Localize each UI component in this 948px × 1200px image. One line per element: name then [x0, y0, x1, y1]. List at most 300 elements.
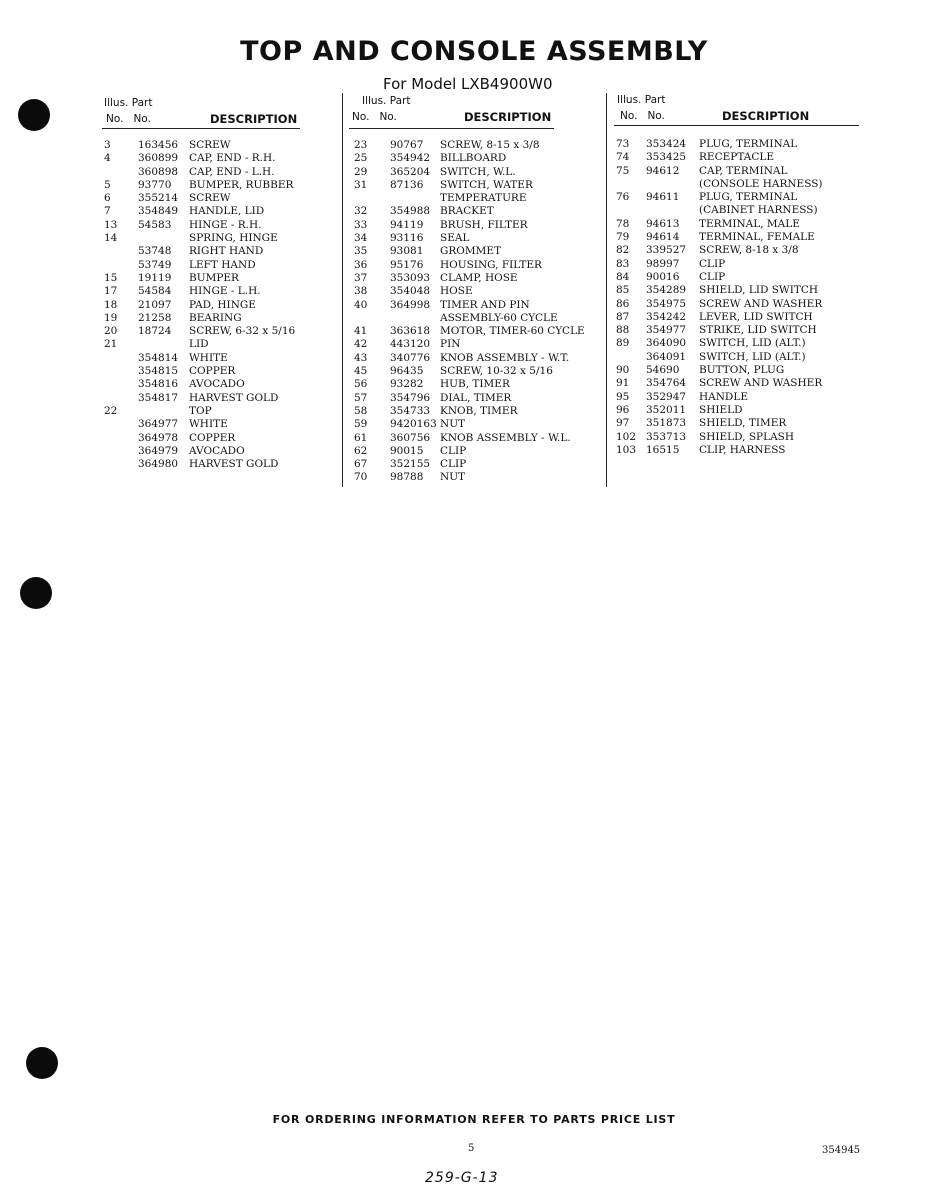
part-row	[616, 204, 866, 217]
part-description: COPPER	[189, 431, 236, 444]
part-number: 353093	[390, 271, 431, 284]
header-description-1: DESCRIPTION	[210, 112, 298, 126]
part-number: 354242	[646, 310, 687, 323]
part-number: 9420163	[390, 418, 437, 431]
part-row	[616, 244, 866, 257]
part-number: 94612	[646, 164, 680, 177]
part-row	[616, 271, 866, 284]
part-row	[104, 259, 339, 272]
part-description: LID	[189, 338, 209, 351]
part-row	[104, 139, 339, 152]
part-row	[104, 458, 339, 471]
illus-number: 17	[104, 285, 118, 298]
part-number: 354816	[138, 378, 179, 391]
illus-number: 41	[354, 325, 368, 338]
part-number: 353425	[646, 151, 687, 164]
part-row	[354, 166, 604, 179]
illus-number: 31	[354, 178, 368, 191]
part-description: TERMINAL, FEMALE	[699, 231, 815, 244]
part-description: CAP, END - L.H.	[189, 165, 275, 178]
part-description: PLUG, TERMINAL	[699, 138, 798, 150]
part-description: WHITE	[189, 418, 228, 431]
part-row	[104, 432, 339, 445]
column-divider-1	[342, 93, 343, 487]
part-description: LEFT HAND	[189, 258, 256, 271]
part-number: 163456	[138, 139, 179, 151]
part-description: PAD, HINGE	[189, 298, 256, 311]
illus-number: 5	[104, 178, 111, 191]
part-row	[354, 272, 604, 285]
part-number: 21097	[138, 298, 172, 311]
header-description-3: DESCRIPTION	[722, 109, 810, 123]
part-row	[104, 245, 339, 258]
part-description: SWITCH, W.L.	[440, 165, 516, 178]
part-row	[354, 312, 604, 325]
part-row	[616, 444, 866, 457]
part-description: TEMPERATURE	[440, 192, 527, 205]
part-description: SHIELD, SPLASH	[699, 430, 795, 443]
part-number: 364090	[646, 337, 687, 350]
part-number: 355214	[138, 192, 179, 205]
parts-column-2	[354, 139, 604, 485]
part-description: SWITCH, LID (ALT.)	[699, 337, 806, 350]
illus-number: 45	[354, 365, 368, 378]
part-description: TOP	[189, 404, 212, 417]
illus-number: 78	[616, 217, 630, 230]
part-row	[616, 337, 866, 350]
part-row	[104, 205, 339, 218]
part-row	[616, 404, 866, 417]
illus-number: 79	[616, 231, 630, 244]
part-number: 353713	[646, 430, 687, 443]
illus-number: 74	[616, 151, 630, 164]
part-number: 90015	[390, 444, 424, 457]
part-row	[104, 192, 339, 205]
part-description: BRUSH, FILTER	[440, 218, 528, 231]
illus-number: 22	[104, 404, 118, 417]
part-row	[104, 152, 339, 165]
part-row	[616, 364, 866, 377]
part-description: BRACKET	[440, 205, 494, 218]
part-row	[354, 245, 604, 258]
part-number: 94613	[646, 217, 680, 230]
part-number: 93282	[390, 378, 424, 391]
part-number: 354849	[138, 205, 179, 218]
part-description: HINGE - L.H.	[189, 285, 261, 298]
illus-number: 34	[354, 232, 368, 245]
part-description: SEAL	[440, 232, 470, 245]
part-row	[104, 285, 339, 298]
part-description: SCREW AND WASHER	[699, 377, 823, 390]
parts-column-1	[104, 139, 339, 471]
part-number: 354733	[390, 404, 431, 417]
part-number: 354988	[390, 205, 431, 218]
part-number: 364979	[138, 444, 179, 457]
part-description: MOTOR, TIMER-60 CYCLE	[440, 325, 585, 338]
page-title: TOP AND CONSOLE ASSEMBLY	[240, 36, 708, 67]
part-number: 354814	[138, 351, 179, 364]
header-illus-1: Illus. Part	[104, 97, 153, 109]
illus-number: 82	[616, 244, 630, 257]
part-number: 94119	[390, 218, 424, 231]
illus-number: 102	[616, 430, 637, 443]
part-number: 21258	[138, 311, 172, 324]
part-description: SWITCH, LID (ALT.)	[699, 350, 806, 363]
part-number: 354289	[646, 284, 687, 297]
part-row	[616, 151, 866, 164]
handwritten-note: 259-G-13	[425, 1170, 499, 1186]
part-number: 353424	[646, 138, 687, 150]
illus-number: 14	[104, 232, 118, 245]
part-row	[616, 351, 866, 364]
part-number: 354764	[646, 377, 687, 390]
part-row	[354, 192, 604, 205]
part-row	[354, 458, 604, 471]
parts-column-3	[616, 138, 866, 457]
part-number: 340776	[390, 351, 431, 364]
part-description: GROMMET	[440, 245, 502, 258]
part-number: 360898	[138, 165, 179, 178]
header-illus-3: Illus. Part	[617, 94, 666, 106]
part-row	[104, 232, 339, 245]
part-number: 363618	[390, 325, 431, 338]
part-row	[354, 471, 604, 484]
part-number: 93770	[138, 178, 172, 191]
illus-number: 83	[616, 257, 630, 270]
part-row	[104, 352, 339, 365]
part-description: HARVEST GOLD	[189, 458, 279, 471]
header-no-2: No. No.	[352, 111, 397, 123]
part-number: 364091	[646, 350, 687, 363]
part-row	[354, 418, 604, 431]
illus-number: 91	[616, 377, 630, 390]
header-description-2: DESCRIPTION	[464, 110, 552, 124]
part-description: SHIELD, LID SWITCH	[699, 284, 819, 297]
illus-number: 95	[616, 390, 630, 403]
illus-number: 23	[354, 139, 368, 151]
part-description: SHIELD, TIMER	[699, 417, 787, 430]
header-rule-2	[349, 128, 554, 129]
part-number: 354977	[646, 324, 687, 337]
illus-number: 29	[354, 165, 368, 178]
part-row	[104, 338, 339, 351]
part-number: 90016	[646, 270, 680, 283]
part-description: (CONSOLE HARNESS)	[699, 177, 823, 190]
part-number: 93081	[390, 245, 424, 258]
illus-number: 33	[354, 218, 368, 231]
part-description: BILLBOARD	[440, 152, 507, 165]
part-row	[104, 445, 339, 458]
part-number: 443120	[390, 338, 431, 351]
illus-number: 3	[104, 139, 111, 151]
part-description: DIAL, TIMER	[440, 391, 512, 404]
part-description: BUTTON, PLUG	[699, 364, 785, 377]
part-row	[616, 191, 866, 204]
part-number: 360899	[138, 152, 179, 165]
illus-number: 35	[354, 245, 368, 258]
punch-hole-middle	[20, 577, 52, 609]
part-description: AVOCADO	[189, 378, 245, 391]
punch-hole-bottom	[26, 1047, 58, 1079]
part-number: 364977	[138, 418, 179, 431]
part-description: WHITE	[189, 351, 228, 364]
part-number: 352011	[646, 403, 687, 416]
part-description: PLUG, TERMINAL	[699, 191, 798, 204]
part-row	[354, 232, 604, 245]
part-number: 364980	[138, 458, 179, 471]
part-description: KNOB ASSEMBLY - W.T.	[440, 351, 570, 364]
part-row	[104, 405, 339, 418]
part-number: 19119	[138, 271, 172, 284]
document-number: 354945	[822, 1145, 861, 1156]
part-description: TERMINAL, MALE	[699, 217, 800, 230]
illus-number: 75	[616, 164, 630, 177]
part-row	[104, 179, 339, 192]
illus-number: 15	[104, 271, 118, 284]
part-row	[616, 431, 866, 444]
header-rule-3	[614, 125, 859, 126]
part-description: SCREW, 8-18 x 3/8	[699, 244, 799, 257]
illus-number: 87	[616, 310, 630, 323]
part-row	[616, 178, 866, 191]
part-description: HOUSING, FILTER	[440, 258, 542, 271]
illus-number: 73	[616, 138, 630, 150]
illus-number: 61	[354, 431, 368, 444]
part-description: SPRING, HINGE	[189, 232, 278, 245]
part-description: HARVEST GOLD	[189, 391, 279, 404]
illus-number: 6	[104, 192, 111, 205]
part-number: 354815	[138, 365, 179, 378]
illus-number: 103	[616, 443, 637, 456]
illus-number: 88	[616, 324, 630, 337]
part-number: 18724	[138, 325, 172, 338]
part-number: 94614	[646, 231, 680, 244]
illus-number: 38	[354, 285, 368, 298]
part-row	[616, 298, 866, 311]
part-description: (CABINET HARNESS)	[699, 204, 818, 217]
part-description: CAP, END - R.H.	[189, 152, 276, 165]
part-description: LEVER, LID SWITCH	[699, 310, 813, 323]
illus-number: 32	[354, 205, 368, 218]
part-number: 351873	[646, 417, 687, 430]
illus-number: 96	[616, 403, 630, 416]
part-description: SWITCH, WATER	[440, 178, 533, 191]
part-description: CLIP	[699, 257, 726, 270]
part-description: RIGHT HAND	[189, 245, 264, 258]
part-number: 53748	[138, 245, 172, 258]
illus-number: 18	[104, 298, 118, 311]
part-row	[616, 138, 866, 151]
part-number: 87136	[390, 178, 424, 191]
part-number: 354975	[646, 297, 687, 310]
illus-number: 37	[354, 271, 368, 284]
illus-number: 13	[104, 218, 118, 231]
part-number: 98997	[646, 257, 680, 270]
part-description: ASSEMBLY-60 CYCLE	[440, 311, 558, 324]
part-row	[616, 377, 866, 390]
part-number: 365204	[390, 165, 431, 178]
part-description: HANDLE	[699, 390, 748, 403]
part-number: 53749	[138, 258, 172, 271]
part-number: 54690	[646, 364, 680, 377]
illus-number: 67	[354, 458, 368, 471]
part-description: AVOCADO	[189, 444, 245, 457]
illus-number: 43	[354, 351, 368, 364]
punch-hole-top	[18, 99, 50, 131]
header-no-1: No. No.	[106, 113, 151, 125]
illus-number: 84	[616, 270, 630, 283]
illus-number: 90	[616, 364, 630, 377]
part-description: CLIP, HARNESS	[699, 443, 786, 456]
part-row	[354, 392, 604, 405]
part-row	[104, 365, 339, 378]
part-row	[616, 258, 866, 271]
illus-number: 89	[616, 337, 630, 350]
part-description: SCREW	[189, 192, 231, 205]
part-description: STRIKE, LID SWITCH	[699, 324, 817, 337]
part-description: KNOB, TIMER	[440, 404, 518, 417]
part-number: 352155	[390, 458, 431, 471]
part-row	[354, 285, 604, 298]
column-divider-2	[606, 93, 607, 487]
part-row	[104, 166, 339, 179]
part-description: BUMPER	[189, 271, 239, 284]
part-row	[616, 311, 866, 324]
part-number: 95176	[390, 258, 424, 271]
part-description: HANDLE, LID	[189, 205, 265, 218]
part-row	[354, 325, 604, 338]
illus-number: 57	[354, 391, 368, 404]
part-number: 54584	[138, 285, 172, 298]
part-row	[616, 165, 866, 178]
part-row	[354, 139, 604, 152]
part-row	[354, 338, 604, 351]
part-number: 364998	[390, 298, 431, 311]
part-row	[354, 179, 604, 192]
part-description: KNOB ASSEMBLY - W.L.	[440, 431, 571, 444]
part-number: 364978	[138, 431, 179, 444]
part-row	[104, 418, 339, 431]
illus-number: 76	[616, 191, 630, 204]
ordering-info-footer: FOR ORDERING INFORMATION REFER TO PARTS PRICE LIST	[272, 1113, 676, 1126]
illus-number: 4	[104, 152, 111, 165]
part-row	[354, 259, 604, 272]
part-number: 354817	[138, 391, 179, 404]
illus-number: 59	[354, 418, 368, 431]
part-description: NUT	[440, 418, 466, 431]
part-description: RECEPTACLE	[699, 151, 775, 164]
part-row	[354, 205, 604, 218]
part-description: BUMPER, RUBBER	[189, 178, 294, 191]
part-description: COPPER	[189, 365, 236, 378]
model-subtitle: For Model LXB4900W0	[383, 75, 553, 93]
header-rule-1	[102, 128, 300, 129]
part-description: CLIP	[440, 458, 467, 471]
part-description: SCREW AND WASHER	[699, 297, 823, 310]
part-row	[354, 432, 604, 445]
part-description: TIMER AND PIN	[440, 298, 530, 311]
part-description: CLIP	[440, 444, 467, 457]
part-description: PIN	[440, 338, 461, 351]
illus-number: 36	[354, 258, 368, 271]
part-row	[104, 219, 339, 232]
part-description: HOSE	[440, 285, 473, 298]
part-number: 90767	[390, 139, 424, 151]
part-row	[354, 405, 604, 418]
illus-number: 21	[104, 338, 118, 351]
illus-number: 86	[616, 297, 630, 310]
header-no-3: No. No.	[620, 110, 665, 122]
part-row	[616, 324, 866, 337]
illus-number: 7	[104, 205, 111, 218]
part-number: 98788	[390, 471, 424, 484]
part-row	[616, 231, 866, 244]
illus-number: 85	[616, 284, 630, 297]
part-row	[616, 218, 866, 231]
part-number: 94611	[646, 191, 680, 204]
part-description: HINGE - R.H.	[189, 218, 262, 231]
part-row	[104, 299, 339, 312]
part-description: SHIELD	[699, 403, 743, 416]
part-description: CLIP	[699, 270, 726, 283]
part-description: CAP, TERMINAL	[699, 164, 788, 177]
part-row	[616, 391, 866, 404]
illus-number: 25	[354, 152, 368, 165]
part-description: BEARING	[189, 311, 242, 324]
illus-number: 40	[354, 298, 368, 311]
part-number: 16515	[646, 443, 680, 456]
part-row	[354, 219, 604, 232]
illus-number: 70	[354, 471, 368, 484]
part-number: 354796	[390, 391, 431, 404]
part-row	[616, 417, 866, 430]
part-row	[354, 152, 604, 165]
part-row	[104, 378, 339, 391]
part-row	[104, 312, 339, 325]
part-number: 54583	[138, 218, 172, 231]
part-description: HUB, TIMER	[440, 378, 510, 391]
part-description: CLAMP, HOSE	[440, 271, 518, 284]
part-number: 354942	[390, 152, 431, 165]
part-row	[354, 299, 604, 312]
part-row	[104, 325, 339, 338]
part-description: SCREW, 8-15 x 3/8	[440, 139, 540, 151]
part-row	[354, 445, 604, 458]
illus-number: 62	[354, 444, 368, 457]
part-number: 96435	[390, 365, 424, 378]
part-number: 339527	[646, 244, 687, 257]
part-description: NUT	[440, 471, 466, 484]
part-row	[104, 392, 339, 405]
illus-number: 56	[354, 378, 368, 391]
part-number: 93116	[390, 232, 424, 245]
illus-number: 20	[104, 325, 118, 338]
page-number: 5	[468, 1143, 475, 1154]
part-row	[354, 378, 604, 391]
illus-number: 58	[354, 404, 368, 417]
part-row	[354, 365, 604, 378]
part-description: SCREW, 10-32 x 5/16	[440, 365, 553, 378]
part-row	[616, 284, 866, 297]
part-description: SCREW, 6-32 x 5/16	[189, 325, 296, 338]
header-illus-2: Illus. Part	[362, 95, 411, 107]
illus-number: 19	[104, 311, 118, 324]
part-row	[354, 352, 604, 365]
part-row	[104, 272, 339, 285]
part-number: 360756	[390, 431, 431, 444]
part-description: SCREW	[189, 139, 231, 151]
part-number: 352947	[646, 390, 687, 403]
